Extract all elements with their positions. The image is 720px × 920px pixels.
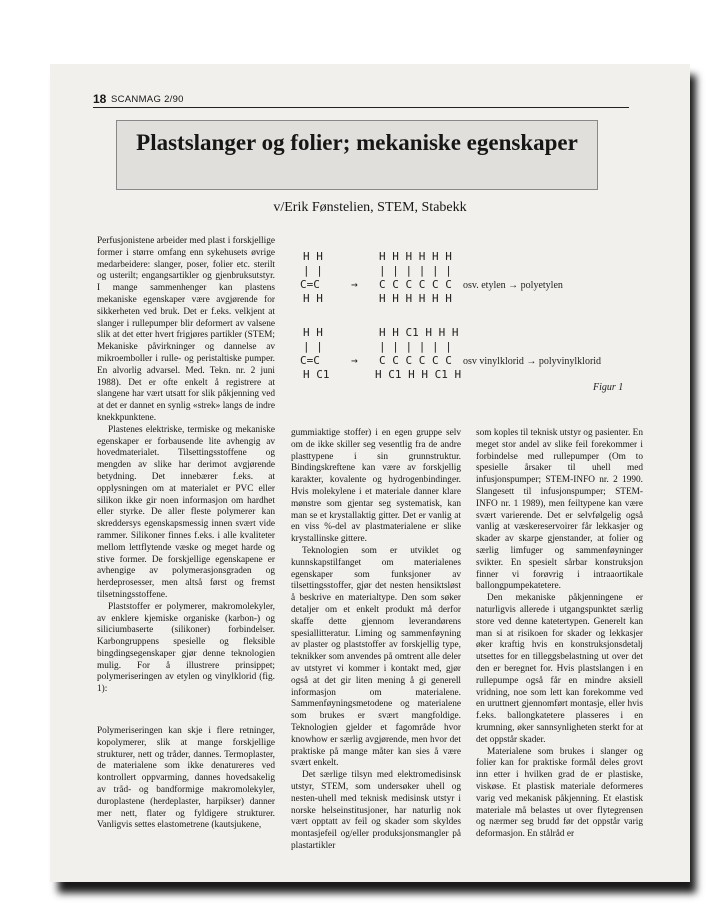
eq2-monomer: C=C: [300, 354, 320, 367]
paragraph: Plastenes elektriske, termiske og mekaniske egenskaper er forbausende lite avhengig av hovedmaterialet. Tilsettingsstoffene og mengden av slike har derimot avgjørende betydning. Det innebærer f.eks. at opplysningen om at materialet er PVC eller silikon ikke gir noen informasjon om hardhet eller styrke. De aller fleste polymerer kan skreddersys egenskapsmessig innen svært vide rammer. Silikoner finnes f.eks. i alle kvaliteter mellom lettflytende væske og meget harde og stive former. De forskjellige egenskapene er avhengige av polymerasjonsgraden og herdeprosesser, men altså først og fremst tilsetningsstoffene.: [97, 424, 275, 600]
paragraph: som koples til teknisk utstyr og pasienter. En meget stor andel av slike feil forekommer i forbindelse med rullepumper (Om to spesielle årsaker til uhell med infusjonspumper; STEM-INFO nr. 2 1990. Slangesett til infusjonspumper; STEM-INFO nr. 1 1989), men feiltypene kan være svært varierende. Det er selvfølgelig også vanlig at væskereservoirer får lekkasjer og skader av skarpe gjenstander, at folier og særlig limfuger og sammenføyninger svikter. En spesielt sårbar konstruksjon finner vi forøvrig i intraaortikale ballongpumpekatetere.: [476, 428, 643, 592]
figure-1-drawing: [293, 248, 648, 398]
eq2-polymer-bonds: | | | | | |: [379, 340, 452, 353]
eq2-caption: osv vinylklorid → polyvinylklorid: [463, 356, 602, 367]
paragraph: Perfusjonistene arbeider med plast i forskjellige former i større omfang enn sykehusets øvrige medarbeidere: slanger, poser, folier etc. sterilt og usterilt; engangsartikler og gjenbruksutstyr. I mange sammenhenger kan plastens mekaniske egenskaper være avgjørende for sikkerheten ved bruk. Det er f.eks. velkjent at slanger i rullepumper blir deformert av valsene slik at det etter hvert frigjøres partikler (STEM; Mekaniske påvirkninger og dannelse av mikroemboller i rulle- og peristaltiske pumper. En alvorlig advarsel. Med. Tekn. nr. 2 juni 1988). Det er ofte enkelt å registrere at slangene har vært utsatt for slik påkjenning ved at det er dannet en synlig «strek» langs de indre knekkpunktene.: [97, 236, 275, 423]
paragraph: Plaststoffer er polymerer, makromolekyler, av enklere kjemiske organiske (karbon-) og siliciumbaserte (silikoner) forbindelser. Karbongruppens spesielle og fleksible bingdingsegenskaper gjør denne teknologien mulig. For å illustrere prinsippet; polymeriseringen av etylen og vinylklorid (fig. 1):: [97, 601, 275, 695]
column-3: [476, 428, 643, 841]
column-1: [97, 236, 275, 696]
eq2-monomer-bottom: H C1: [303, 368, 330, 381]
paragraph: Teknologien som er utviklet og kunnskapstilfanget om materialenes egenskaper som funksjoner av tilsettingsstoffer, gjør det nesten hensiktsløst å beskrive en materialtype. Den som søker detaljer om et enkelt produkt må derfor skaffe dette gjennom leverandørens spesiallitteratur. Liming og sammenføyning av plaster og plaststoffer av forskjellig type, teknikker som anvendes på omtrent alle deler av utstyret vi kommer i kontakt med, gjør også at det gir liten mening å gi generell informasjon om materialene. Sammenføyningsmetodene og materialene som brukes er svært mangfoldige. Teknologien gjelder et fagområde hvor knowhow er særlig avgjørende, men hvor det praktiske på mange måter kan sies å være svært enkelt.: [291, 545, 461, 769]
column-1-continued: [97, 726, 275, 832]
figure-1: [293, 248, 648, 398]
eq1-monomer: C=C: [300, 278, 320, 291]
eq2-polymer-bottom: H C1 H H C1 H: [375, 368, 462, 381]
header-rule: [93, 107, 629, 108]
eq1-monomer-top: H H: [303, 250, 323, 263]
eq1-monomer-bottom: H H: [303, 292, 323, 305]
page-number: 18: [93, 92, 107, 106]
eq1-polymer-bottom: H H H H H H: [379, 292, 452, 305]
eq2-polymer: C C C C C C: [379, 354, 452, 367]
eq2-monomer-bonds: | |: [303, 340, 323, 353]
eq1-polymer-top: H H H H H H: [379, 250, 452, 263]
column-2: [291, 428, 461, 853]
byline: v/Erik Fønstelien, STEM, Stabekk: [273, 200, 467, 215]
eq1-polymer-bonds: | | | | | |: [379, 264, 452, 277]
article-title: Plastslanger og folier; mekaniske egenskaper: [136, 130, 578, 155]
paragraph: Det særlige tilsyn med elektromedisinsk utstyr, STEM, som undersøker uhell og nesten-uhell med teknisk medisinsk utstyr i norske helseinstitusjoner, har naturlig nok vært opptatt av feil og skader som skyldes montasjefeil og/eller produksjonsmangler på plastartikler: [291, 770, 461, 851]
eq2-polymer-top: H H C1 H H H: [379, 326, 459, 339]
eq1-arrow: →: [351, 278, 358, 291]
paragraph: Polymeriseringen kan skje i flere retninger, kopolymerer, slik at mange forskjellige strukturer, nett og tråder, dannes. Termoplaster, de materialene som ikke denatureres ved kontrollert oppvarming, dannes hovedsakelig av tråd- og bandformige makromolekyler, duroplastene (herdeplaster, harpikser) danner mer nett, flater og fyldigere strukturer. Vanligvis settes elastometrene (kautsjukene,: [97, 726, 275, 831]
eq1-monomer-bonds: | |: [303, 264, 323, 277]
figure-label: Figur 1: [593, 382, 624, 393]
eq2-arrow: →: [351, 354, 358, 367]
magazine-issue: SCANMAG 2/90: [111, 94, 184, 105]
magazine-page: [50, 64, 690, 882]
eq1-caption: osv. etylen → polyetylen: [463, 280, 563, 291]
running-header: [93, 91, 629, 109]
eq1-polymer: C C C C C C: [379, 278, 452, 291]
paragraph: Materialene som brukes i slanger og folier kan for praktiske formål deles grovt inn etter i hvilken grad de er plastiske, viskøse. Et plastisk materiale deformeres varig ved mekanisk påkjenning. Et elastisk materiale må belastes ut over flytegrensen og nærmer seg brudd før det oppstår varig deformasjon. En stålråd er: [476, 746, 643, 840]
paragraph: Den mekaniske påkjenningene er naturligvis allerede i utgangspunktet særlig store ved denne katetertypen. Generelt kan man si at risikoen for skader og lekkasjer øker kraftig hvis en konstruksjonsdetalj utsettes for en tilleggsbelastning ut over det den er beregnet for. Hvis plastslangen i en rullepumpe også får en mindre aksiell vridning, noe som lett kan forekomme ved en uruttnert gjennomført montasje, eller hvis f.eks. ballongkatetere plasseres i en krumning, øker sannsynligheten sterkt for at det oppstår skader.: [476, 593, 643, 745]
paragraph: gummiaktige stoffer) i en egen gruppe selv om de ikke skiller seg vesentlig fra de andre plasttypene i sin grunnstruktur. Bindingskreftene kan være av forskjellig karakter, kovalente og hydrogenbindinger. Hvis molekylene i et materiale danner klare mønstre som gjentar seg systematisk, kan man se et krystallaktig gitter. Det er vanlig at en viss %-del av plastmaterialene er slike krystallinske gittere.: [291, 428, 461, 545]
title-box: [116, 120, 598, 190]
eq2-monomer-top: H H: [303, 326, 323, 339]
